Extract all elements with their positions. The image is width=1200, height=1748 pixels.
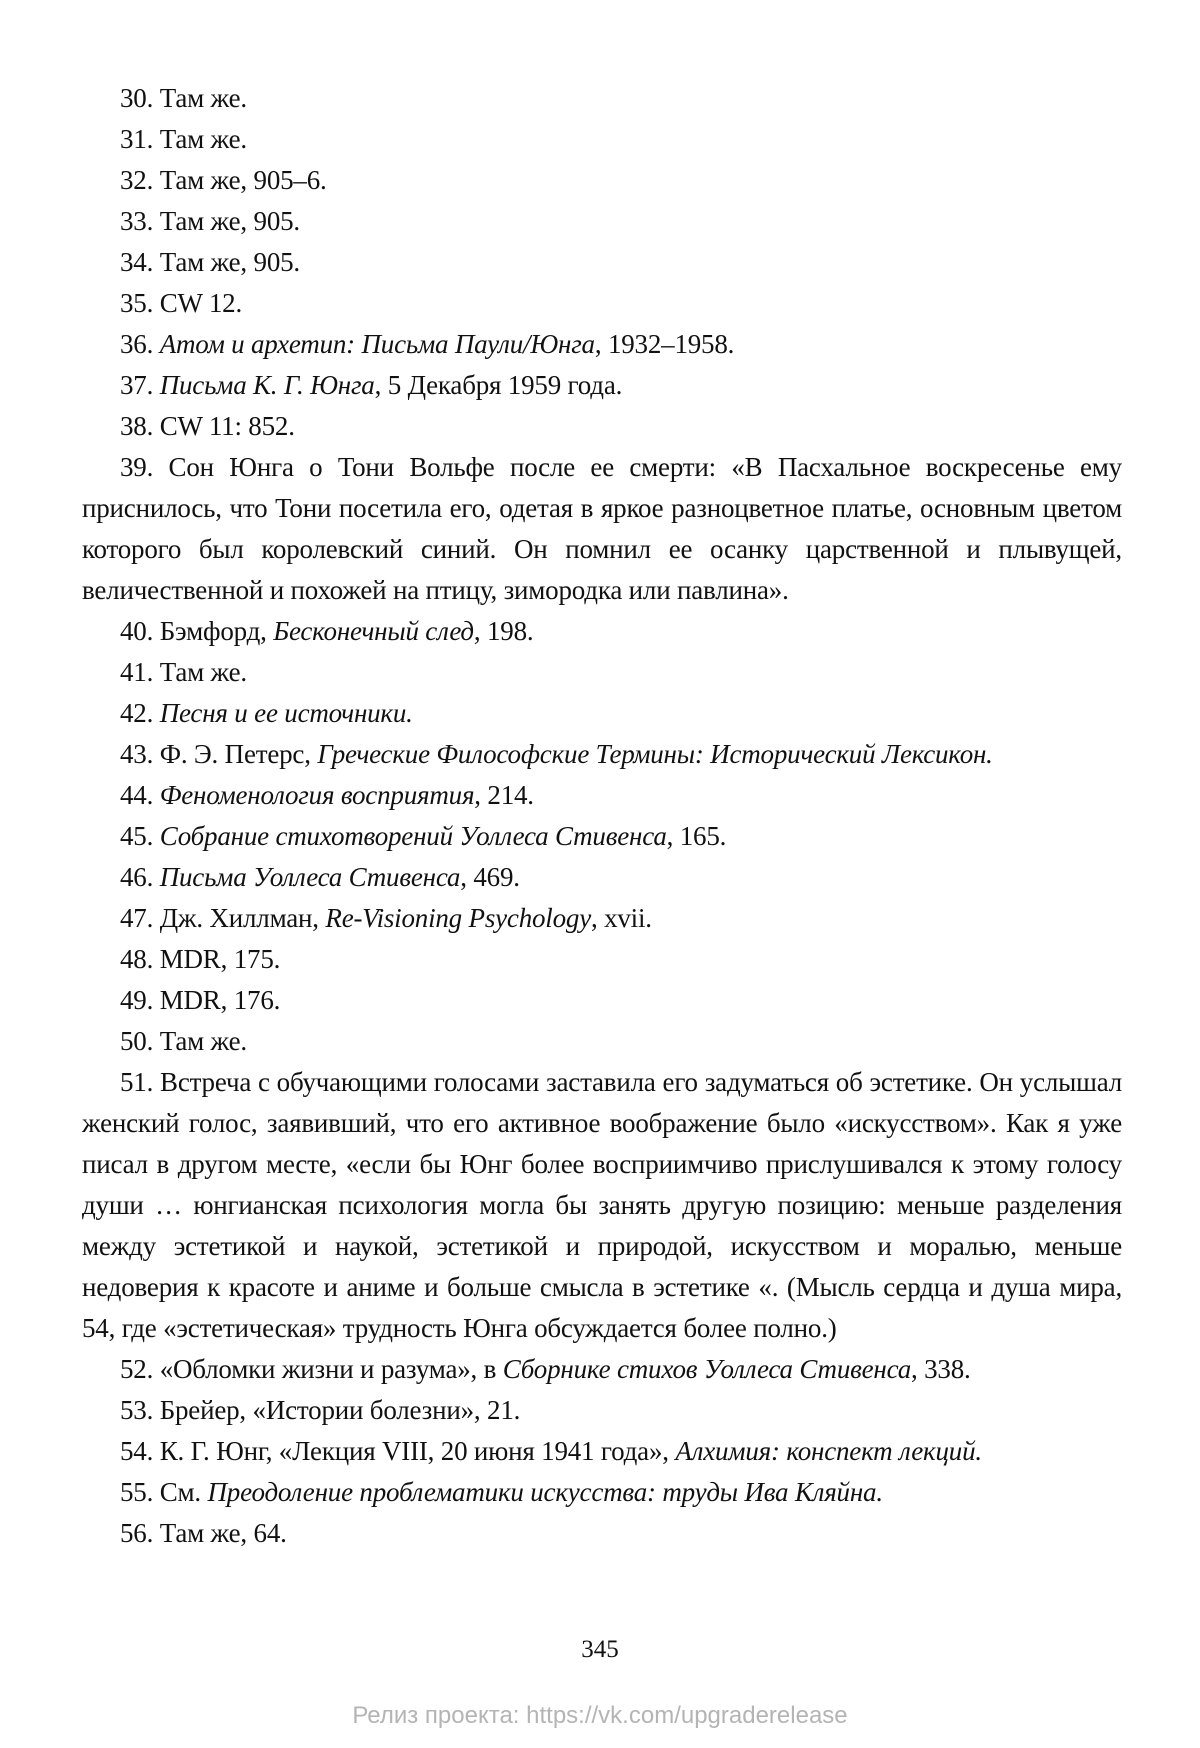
- endnote-text: , 214.: [474, 780, 534, 810]
- endnote-item: [82, 1390, 1122, 1431]
- watermark: Релиз проекта: https://vk.com/upgraderelease: [352, 1702, 848, 1729]
- endnote-item: [82, 1513, 1122, 1554]
- endnote-text: 53. Брейер, «Истории болезни», 21.: [120, 1395, 521, 1425]
- endnote-item: [82, 78, 1122, 119]
- endnote-text: , 338.: [911, 1354, 971, 1384]
- endnote-italic-title: Бесконечный след: [273, 616, 474, 646]
- endnote-text: 52. «Обломки жизни и разума», в: [120, 1354, 503, 1384]
- endnote-item: [82, 201, 1122, 242]
- endnote-item: [82, 1472, 1122, 1513]
- endnote-text: 46.: [120, 862, 160, 892]
- endnote-item: [82, 816, 1122, 857]
- endnote-item: [82, 1431, 1122, 1472]
- endnote-item: [82, 898, 1122, 939]
- endnote-text: 43. Ф. Э. Петерс,: [120, 739, 318, 769]
- endnote-text: 33. Там же, 905.: [120, 206, 300, 236]
- endnote-text: , 469.: [460, 862, 520, 892]
- endnote-text: 51. Встреча с обучающими голосами заставила его задуматься об эстетике. Он услышал женский голос, заявивший, что его активное воображение было «искусством». Как я уже писал в другом месте, «если бы Юнг более восприимчиво прислушивался к этому голосу души … юнгианская психология могла бы занять другую позицию: меньше разделения между эстетикой и наукой, эстетикой и природой, искусством и моралью, меньше недоверия к красоте и аниме и больше смысла в эстетике «. (Мысль сердца и душа мира, 54, где «эстетическая» трудность Юнга обсуждается более полно.): [82, 1067, 1122, 1343]
- endnote-item: [82, 447, 1122, 611]
- endnote-italic-title: Феноменология восприятия: [159, 780, 475, 810]
- endnote-text: 55. См.: [120, 1477, 208, 1507]
- endnote-text: 41. Там же.: [120, 657, 247, 687]
- endnote-text: , 5 Декабря 1959 года.: [374, 370, 623, 400]
- endnote-italic-title: Алхимия: конспект лекций.: [675, 1436, 982, 1466]
- endnote-item: [82, 734, 1122, 775]
- endnote-item: [82, 857, 1122, 898]
- endnote-text: 35. CW 12.: [120, 288, 243, 318]
- page-number: 345: [581, 1636, 619, 1663]
- endnote-text: 34. Там же, 905.: [120, 247, 300, 277]
- endnote-item: [82, 283, 1122, 324]
- endnote-item: [82, 119, 1122, 160]
- endnote-item: [82, 652, 1122, 693]
- endnote-italic-title: Письма Уоллеса Стивенса: [159, 862, 461, 892]
- endnote-item: [82, 1062, 1122, 1349]
- endnote-text: 48. MDR, 175.: [120, 944, 281, 974]
- endnote-text: 45.: [120, 821, 160, 851]
- endnote-item: [82, 324, 1122, 365]
- endnote-text: 37.: [120, 370, 160, 400]
- endnote-text: , 165.: [666, 821, 727, 851]
- endnote-item: [82, 1349, 1122, 1390]
- endnote-text: 38. CW 11: 852.: [120, 411, 295, 441]
- endnote-italic-title: Собрание стихотворений Уоллеса Стивенса: [159, 821, 667, 851]
- endnote-italic-title: Песня и ее источники.: [159, 698, 413, 728]
- endnote-text: 47. Дж. Хиллман,: [120, 903, 326, 933]
- endnote-item: [82, 160, 1122, 201]
- endnote-italic-title: Сборнике стихов Уоллеса Стивенса: [502, 1354, 912, 1384]
- endnote-item: [82, 1021, 1122, 1062]
- endnote-text: 54. К. Г. Юнг, «Лекция VIII, 20 июня 1941 года»,: [120, 1436, 676, 1466]
- endnote-italic-title: Преодоление проблематики искусства: труды Ива Кляйна.: [207, 1477, 883, 1507]
- endnote-text: 50. Там же.: [120, 1026, 247, 1056]
- endnote-italic-title: Письма К. Г. Юнга: [159, 370, 375, 400]
- endnote-text: 36.: [120, 329, 160, 359]
- endnote-item: [82, 693, 1122, 734]
- endnote-item: [82, 242, 1122, 283]
- endnote-item: [82, 980, 1122, 1021]
- endnote-item: [82, 939, 1122, 980]
- endnote-text: 42.: [120, 698, 160, 728]
- endnote-italic-title: Атом и архетип: Письма Паули/Юнга: [159, 329, 595, 359]
- endnote-text: , 198.: [473, 616, 534, 646]
- endnote-item: [82, 775, 1122, 816]
- endnote-text: 49. MDR, 176.: [120, 985, 281, 1015]
- endnote-italic-title: Re-Visioning Psychology: [325, 903, 591, 933]
- endnote-item: [82, 406, 1122, 447]
- endnote-item: [82, 365, 1122, 406]
- endnote-text: 31. Там же.: [120, 124, 247, 154]
- endnote-text: 30. Там же.: [120, 83, 247, 113]
- endnote-text: 56. Там же, 64.: [120, 1518, 287, 1548]
- endnote-text: , 1932–1958.: [594, 329, 735, 359]
- endnote-text: 40. Бэмфорд,: [120, 616, 274, 646]
- endnotes-list: [82, 78, 1122, 1554]
- endnote-italic-title: Греческие Философские Термины: Исторический Лексикон.: [317, 739, 993, 769]
- endnote-text: , xvii.: [590, 903, 652, 933]
- endnote-text: 32. Там же, 905–6.: [120, 165, 327, 195]
- endnote-text: 39. Сон Юнга о Тони Вольфе после ее смерти: «В Пасхальное воскресенье ему приснилось, что Тони посетила его, одетая в яркое разноцветное платье, основным цветом которого был королевский синий. Он помнил ее осанку царственной и плывущей, величественной и похожей на птицу, зимородка или павлина».: [82, 452, 1122, 605]
- endnote-text: 44.: [120, 780, 160, 810]
- endnote-item: [82, 611, 1122, 652]
